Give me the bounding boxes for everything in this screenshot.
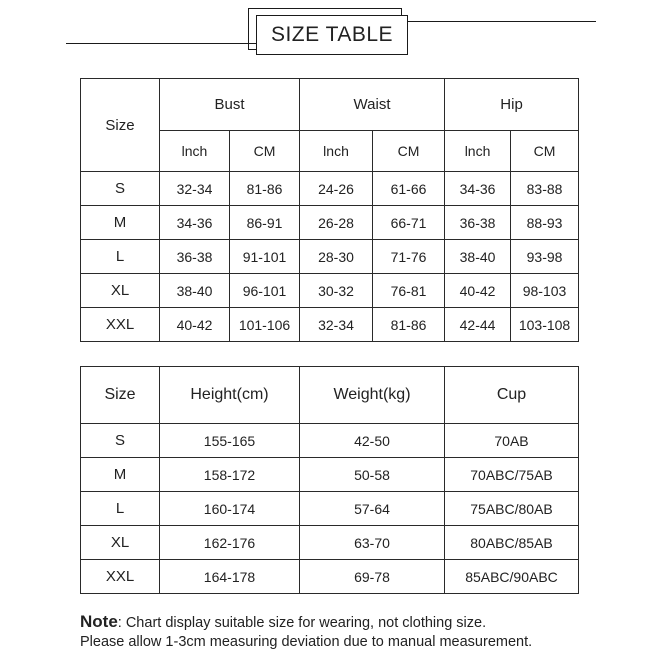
table-cell: 38-40 (160, 274, 230, 308)
table-cell: 91-101 (230, 240, 300, 274)
size-cell: M (81, 458, 160, 492)
table-cell: 32-34 (160, 172, 230, 206)
note-text: : Chart display suitable size for wearing, not clothing size. (117, 615, 487, 631)
table-row (81, 492, 579, 526)
table-cell: 42-44 (445, 308, 511, 342)
table-cell: 101-106 (230, 308, 300, 342)
table-cell: 86-91 (230, 206, 300, 240)
unit-cell: CM (511, 131, 579, 172)
measurement-table (80, 78, 579, 342)
table-row (81, 526, 579, 560)
table-cell: 83-88 (511, 172, 579, 206)
table-cell: 28-30 (300, 240, 373, 274)
table-row (81, 172, 579, 206)
table-cell: 164-178 (160, 560, 300, 594)
table-cell: 40-42 (160, 308, 230, 342)
table-cell: 69-78 (300, 560, 445, 594)
table-cell: 30-32 (300, 274, 373, 308)
unit-cell: lnch (445, 131, 511, 172)
table-cell: 162-176 (160, 526, 300, 560)
unit-cell: CM (230, 131, 300, 172)
table-cell: 158-172 (160, 458, 300, 492)
cup-header: Cup (445, 367, 579, 424)
size-cell: XL (81, 274, 160, 308)
title-rule-right (402, 21, 596, 22)
table-cell: 103-108 (511, 308, 579, 342)
unit-cell: CM (373, 131, 445, 172)
size-cell: L (81, 492, 160, 526)
footnote-line-1 (80, 612, 640, 633)
unit-cell: lnch (160, 131, 230, 172)
table-header-row (81, 367, 579, 424)
unit-cell: lnch (300, 131, 373, 172)
table-cell: 70ABC/75AB (445, 458, 579, 492)
size-cell: XXL (81, 308, 160, 342)
table-row (81, 308, 579, 342)
table-cell: 66-71 (373, 206, 445, 240)
size-cell: S (81, 424, 160, 458)
table-cell: 57-64 (300, 492, 445, 526)
table-cell: 40-42 (445, 274, 511, 308)
table-cell: 81-86 (230, 172, 300, 206)
body-size-table (80, 366, 579, 594)
table-cell: 32-34 (300, 308, 373, 342)
table-cell: 42-50 (300, 424, 445, 458)
table-cell: 61-66 (373, 172, 445, 206)
footnote-line-2: Please allow 1-3cm measuring deviation due to manual measurement. (80, 634, 533, 650)
table-cell: 81-86 (373, 308, 445, 342)
size-cell: S (81, 172, 160, 206)
height-header: Height(cm) (160, 367, 300, 424)
table-cell: 34-36 (160, 206, 230, 240)
table-row (81, 206, 579, 240)
waist-header: Waist (300, 79, 445, 131)
table-row (81, 560, 579, 594)
size-cell: M (81, 206, 160, 240)
table-header-row (81, 79, 579, 131)
table-cell: 70AB (445, 424, 579, 458)
size-header: Size (81, 79, 160, 172)
footnote (80, 612, 640, 652)
table-cell: 155-165 (160, 424, 300, 458)
size-cell: XXL (81, 560, 160, 594)
note-label: Note (80, 612, 118, 631)
table-cell: 160-174 (160, 492, 300, 526)
table-cell: 76-81 (373, 274, 445, 308)
table-cell: 75ABC/80AB (445, 492, 579, 526)
table-cell: 88-93 (511, 206, 579, 240)
table-cell: 93-98 (511, 240, 579, 274)
table-cell: 26-28 (300, 206, 373, 240)
table-cell: 50-58 (300, 458, 445, 492)
table-cell: 36-38 (445, 206, 511, 240)
table-row (81, 458, 579, 492)
hip-header: Hip (445, 79, 579, 131)
table-cell: 96-101 (230, 274, 300, 308)
bust-header: Bust (160, 79, 300, 131)
table-row (81, 240, 579, 274)
title-frame (256, 15, 408, 55)
table-cell: 80ABC/85AB (445, 526, 579, 560)
table-cell: 98-103 (511, 274, 579, 308)
table-cell: 63-70 (300, 526, 445, 560)
table-cell: 36-38 (160, 240, 230, 274)
table-row (81, 424, 579, 458)
table-cell: 71-76 (373, 240, 445, 274)
table-cell: 85ABC/90ABC (445, 560, 579, 594)
size-cell: XL (81, 526, 160, 560)
size-cell: L (81, 240, 160, 274)
weight-header: Weight(kg) (300, 367, 445, 424)
table-cell: 38-40 (445, 240, 511, 274)
page-title: SIZE TABLE (270, 23, 394, 46)
title-rule-left (66, 43, 256, 44)
table-cell: 34-36 (445, 172, 511, 206)
table-row (81, 274, 579, 308)
table-cell: 24-26 (300, 172, 373, 206)
size-header: Size (81, 367, 160, 424)
